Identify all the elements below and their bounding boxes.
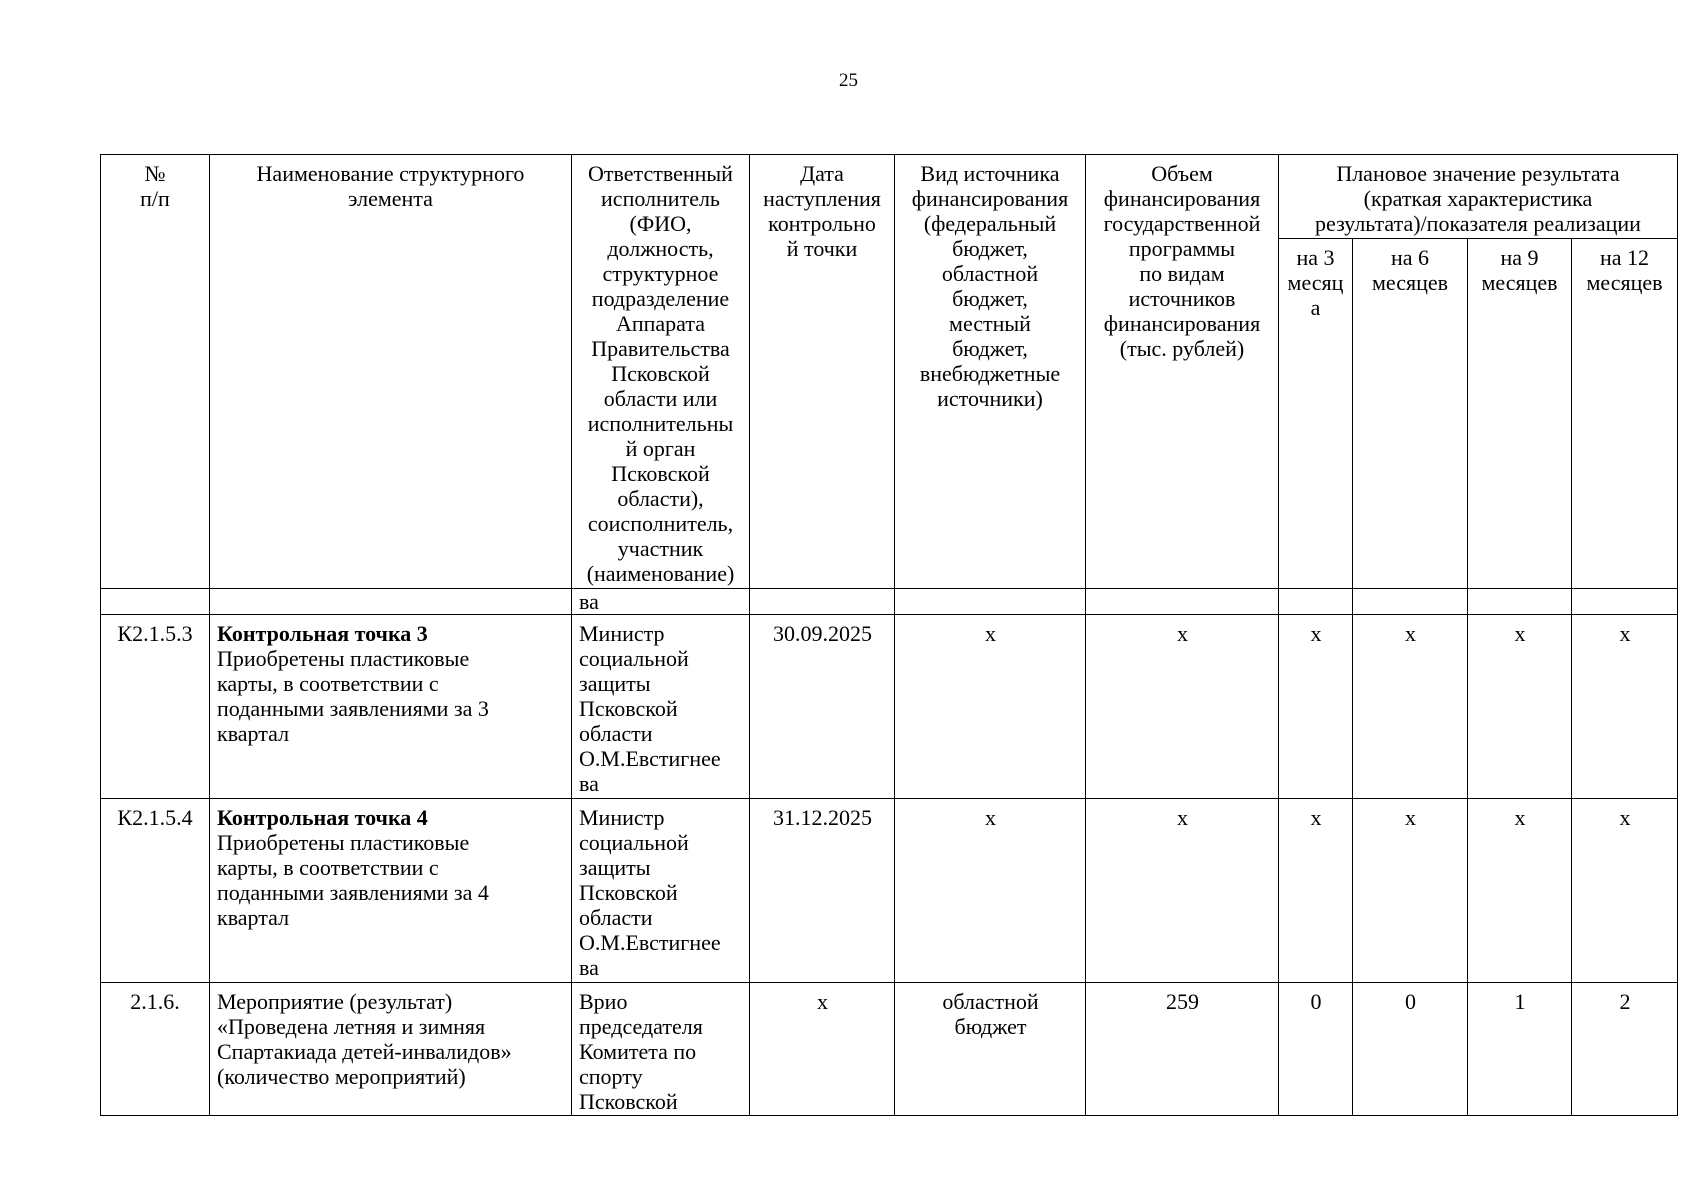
responsible-line: защиты <box>579 671 651 696</box>
header-source <box>895 155 1086 589</box>
header-line: источники) <box>937 386 1043 411</box>
responsible-line: Министр <box>579 805 665 830</box>
responsible-line: председателя <box>579 1014 703 1039</box>
funding-volume: 259 <box>1166 989 1199 1014</box>
funding-source: x <box>985 805 996 830</box>
header-line: месяц <box>1287 270 1344 295</box>
description-line: Приобретены пластиковые <box>217 646 470 671</box>
table-cell <box>1279 589 1353 615</box>
responsible-line: Министр <box>579 621 665 646</box>
responsible-line: О.М.Евстигнее <box>579 930 721 955</box>
header-line: должность, <box>607 236 714 261</box>
header-m9 <box>1468 239 1572 589</box>
header-line: областной <box>941 261 1039 286</box>
header-line: № <box>144 161 166 186</box>
description-line: квартал <box>217 721 290 746</box>
description-line: «Проведена летняя и зимняя <box>217 1014 486 1039</box>
continuation-responsible: ва <box>572 589 750 615</box>
responsible-line: Псковской <box>579 1089 678 1114</box>
header-line: на 9 <box>1500 245 1539 270</box>
funding-source: x <box>985 621 996 646</box>
header-line: источников <box>1128 286 1236 311</box>
header-line: исполнительны <box>587 411 734 436</box>
header-line: контрольно <box>768 211 876 236</box>
header-line: на 6 <box>1390 245 1430 270</box>
control-point-title: Контрольная точка 4 <box>217 805 428 830</box>
description-line: Приобретены пластиковые <box>217 830 470 855</box>
header-line: финансирования <box>1103 311 1261 336</box>
header-line: на 12 <box>1599 245 1650 270</box>
header-line: Ответственный <box>588 161 733 186</box>
header-line: финансирования <box>911 186 1069 211</box>
header-line: Плановое значение результата <box>1336 161 1620 186</box>
value-6-months: 0 <box>1405 989 1416 1014</box>
value-12-months: x <box>1619 805 1631 830</box>
value-6-months: x <box>1405 805 1416 830</box>
header-plan <box>1279 155 1678 239</box>
description-line: поданными заявлениями за 3 <box>217 696 489 721</box>
value-6-months: x <box>1405 621 1416 646</box>
description-line: Спартакиада детей-инвалидов» <box>217 1039 512 1064</box>
responsible-line: Псковской <box>579 880 678 905</box>
table-cell <box>1572 589 1678 615</box>
value-12-months: x <box>1619 621 1631 646</box>
header-line: (ФИО, <box>629 211 692 236</box>
header-line: месяцев <box>1371 270 1449 295</box>
header-line: бюджет, <box>952 336 1028 361</box>
header-m6 <box>1353 239 1468 589</box>
header-line: (наименование) <box>586 561 735 586</box>
header-line: внебюджетные <box>919 361 1061 386</box>
header-line: результата)/показателя реализации <box>1315 211 1641 236</box>
header-m3 <box>1279 239 1353 589</box>
value-3-months: x <box>1310 805 1322 830</box>
description-line: карты, в соответствии с <box>217 671 439 696</box>
description-line: поданными заявлениями за 4 <box>217 880 489 905</box>
responsible-line: ва <box>579 955 599 980</box>
header-date <box>750 155 895 589</box>
header-line: местный <box>949 311 1031 336</box>
table-cell <box>210 589 572 615</box>
header-line: Вид источника <box>920 161 1060 186</box>
header-line: Псковской <box>611 461 710 486</box>
header-line: финансирования <box>1103 186 1261 211</box>
header-m12 <box>1572 239 1678 589</box>
responsible-line: Комитета по <box>579 1039 697 1064</box>
header-line: а <box>1310 295 1321 320</box>
table-cell <box>101 589 210 615</box>
header-line: подразделение <box>591 286 730 311</box>
control-points-table <box>100 154 1678 1116</box>
table-cell <box>895 589 1086 615</box>
control-date: 31.12.2025 <box>773 805 872 830</box>
header-line: наступления <box>763 186 881 211</box>
responsible-line: защиты <box>579 855 651 880</box>
description-line: карты, в соответствии с <box>217 855 439 880</box>
responsible-line: области <box>579 905 653 930</box>
value-9-months: x <box>1514 805 1526 830</box>
header-line: Дата <box>800 161 844 186</box>
responsible-line: социальной <box>579 646 689 671</box>
header-line: бюджет, <box>952 286 1028 311</box>
description-line: квартал <box>217 905 290 930</box>
header-line: на 3 <box>1296 245 1335 270</box>
responsible-line: спорту <box>579 1064 643 1089</box>
responsible-line: Врио <box>579 989 628 1014</box>
header-name <box>210 155 572 589</box>
table-cell <box>1086 589 1279 615</box>
header-line: области), <box>617 486 704 511</box>
control-point-title: Контрольная точка 3 <box>217 621 428 646</box>
value-9-months: 1 <box>1514 989 1526 1014</box>
header-line: Правительства <box>591 336 730 361</box>
header-line: (тыс. рублей) <box>1119 336 1245 361</box>
header-line: бюджет, <box>952 236 1028 261</box>
header-num <box>101 155 210 589</box>
table-row <box>101 983 1678 1116</box>
responsible-line: Псковской <box>579 696 678 721</box>
funding-source: областной <box>942 989 1039 1014</box>
header-line: участник <box>617 536 704 561</box>
header-volume <box>1086 155 1279 589</box>
table-cell <box>1353 589 1468 615</box>
funding-volume: x <box>1177 621 1188 646</box>
header-line: (федеральный <box>923 211 1057 236</box>
header-line: (краткая характеристика <box>1363 186 1593 211</box>
table-row <box>101 615 1678 799</box>
header-line: соисполнитель, <box>587 511 734 536</box>
description-line: Мероприятие (результат) <box>217 989 453 1014</box>
header-line: Наименование структурного <box>256 161 525 186</box>
responsible-line: ва <box>579 771 599 796</box>
value-3-months: 0 <box>1310 989 1322 1014</box>
header-line: государственной <box>1103 211 1261 236</box>
control-date: x <box>817 989 828 1014</box>
header-line: п/п <box>140 186 170 211</box>
row-number: К2.1.5.3 <box>117 621 193 646</box>
funding-source: бюджет <box>954 1014 1027 1039</box>
description-line: (количество мероприятий) <box>217 1064 466 1089</box>
header-line: й орган <box>625 436 696 461</box>
responsible-line: социальной <box>579 830 689 855</box>
header-line: Аппарата <box>615 311 706 336</box>
table-cell <box>750 589 895 615</box>
header-line: Объем <box>1151 161 1213 186</box>
header-line: Псковской <box>611 361 710 386</box>
header-line: элемента <box>348 186 433 211</box>
table-cell <box>1468 589 1572 615</box>
funding-volume: x <box>1177 805 1188 830</box>
header-line: области или <box>603 386 718 411</box>
header-line: программы <box>1128 236 1236 261</box>
header-line: месяцев <box>1481 270 1558 295</box>
continuation-row <box>101 589 1678 615</box>
table-row <box>101 799 1678 983</box>
header-line: й точки <box>786 236 858 261</box>
page-number: 25 <box>839 70 858 91</box>
header-responsible <box>572 155 750 589</box>
row-number: К2.1.5.4 <box>117 805 193 830</box>
row-number: 2.1.6. <box>130 989 180 1014</box>
value-12-months: 2 <box>1619 989 1631 1014</box>
header-line: исполнитель <box>601 186 720 211</box>
value-3-months: x <box>1310 621 1322 646</box>
responsible-line: области <box>579 721 653 746</box>
value-9-months: x <box>1514 621 1526 646</box>
header-line: структурное <box>602 261 719 286</box>
responsible-line: О.М.Евстигнее <box>579 746 721 771</box>
header-line: по видам <box>1139 261 1225 286</box>
control-date: 30.09.2025 <box>773 621 872 646</box>
header-line: месяцев <box>1586 270 1663 295</box>
